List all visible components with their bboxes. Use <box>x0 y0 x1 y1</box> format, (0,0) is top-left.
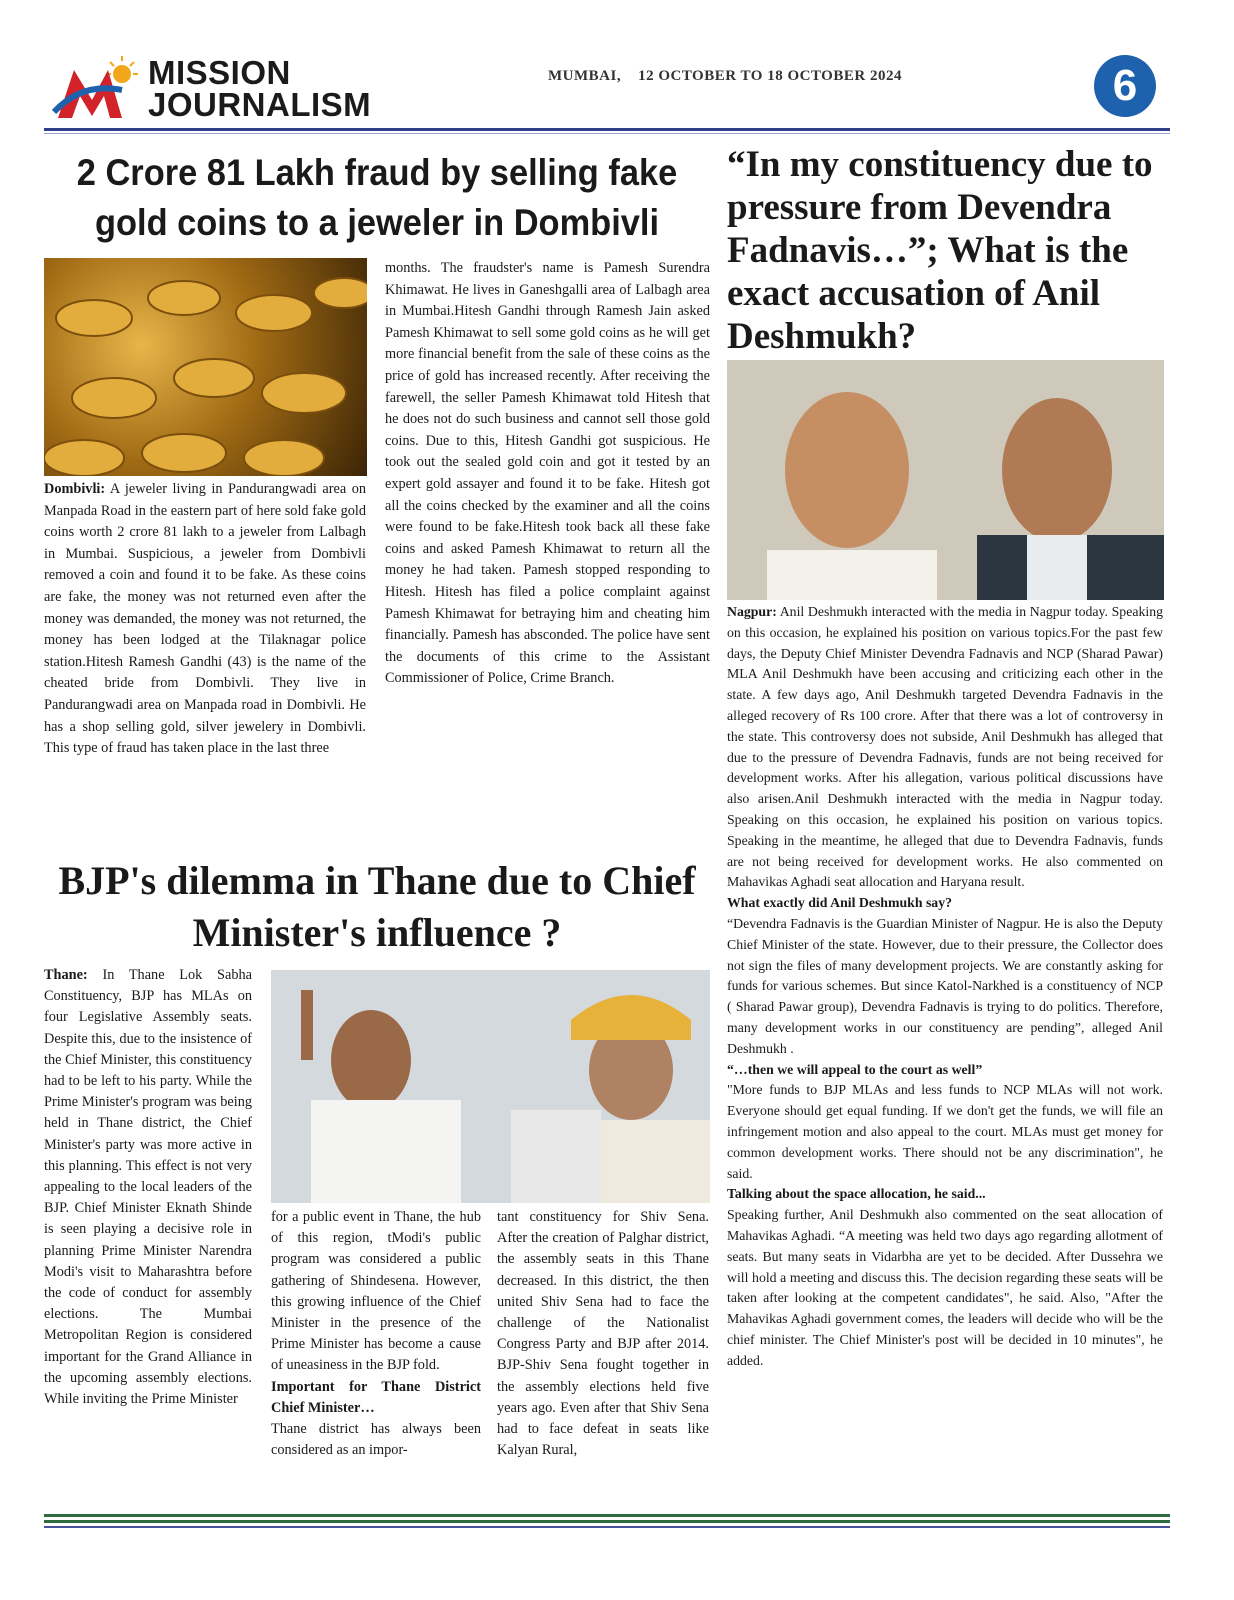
footer-divider-2 <box>44 1520 1170 1523</box>
gold-coins-photo-icon <box>44 258 367 476</box>
nagpur-subheading-3: Talking about the space allocation, he said... <box>727 1186 986 1202</box>
thane-story-column-2 <box>271 1207 481 1461</box>
gold-story-column-2 <box>385 258 710 690</box>
mission-journalism-logo-icon <box>52 52 147 124</box>
nagpur-subheading-2: “…then we will appeal to the court as well” <box>727 1061 983 1077</box>
deshmukh-headline: “In my constituency due to pressure from Devendra Fadnavis…”; What is the exact accusation of Anil Deshmukh? <box>727 144 1153 357</box>
gold-story-dateline: Dombivli: <box>44 481 106 497</box>
thane-story-text-2: for a public event in Thane, the hub of this region, tModi's public program was considered a public gathering of Shindesena. However, this growing influence of the Chief Minister in the presence of the Prime Minister has become a cause of uneasiness in the BJP fold. <box>271 1209 481 1374</box>
footer-divider-3 <box>44 1526 1170 1528</box>
gold-story-column-1 <box>44 479 366 760</box>
thane-story-column-1 <box>44 965 252 1410</box>
deshmukh-story-body <box>727 602 1163 1371</box>
nagpur-story-paragraph-2: “Devendra Fadnavis is the Guardian Minister of Nagpur. He is also the Deputy Chief Minister of the state. However, due to their pressure, the Collector does not sign the files of many development projects. We are constantly asking for funds for various schemes. But since Katol-Narkhed is a constituency of NCP ( Sharad Pawar group), Devendra Fadnavis is trying to do politics. Therefore, many development works in our constituency are pending”, alleged Anil Deshmukh . <box>727 915 1163 1056</box>
thane-story-dateline: Thane: <box>44 967 88 983</box>
masthead-divider-thin <box>44 133 1170 134</box>
nagpur-story-paragraph-4: Speaking further, Anil Deshmukh also commented on the seat allocation of Mahavikas Aghadi. “A meeting was held two days ago regarding allotment of seats. But many seats in Vidarbha are yet to be decided. After Dussehra we will hold a meeting and discuss this. The decision regarding these seats will be taken after looking at the competent candidates", he said. Also, "After the Mahavikas Aghadi government comes, the leaders will decide who will be the chief minister. The Chief Minister's post will be decided in 10 minutes", he added. <box>727 1207 1163 1368</box>
thane-subheading: Important for Thane District Chief Minister… <box>271 1378 481 1416</box>
nagpur-story-paragraph-3: "More funds to BJP MLAs and less funds to NCP MLAs will not work. Everyone should get equal funding. If we don't get the funds, we will file an infringement motion and also appeal to the court. MLAs must get money for common development works. There should not be any discrimination", he said. <box>727 1082 1163 1181</box>
thane-story-text-2b: Thane district has always been considered as an impor- <box>271 1421 481 1459</box>
fadnavis-deshmukh-photo-icon <box>727 360 1164 600</box>
page-number-badge: 6 <box>1094 55 1156 117</box>
nagpur-story-paragraph-1: Anil Deshmukh interacted with the media in Nagpur today. Speaking on this occasion, he explained his position on various topics.For the past few days, the Deputy Chief Minister Devendra Fadnavis and NCP (Sharad Pawar) MLA Anil Deshmukh have been accusing and criticizing each other in the state. A few days ago, Anil Deshmukh targeted Devendra Fadnavis in the alleged recovery of Rs 100 crore. After that there was a lot of controversy in the state. This controversy does not subside, Anil Deshmukh has alleged that due to the pressure of Devendra Fadnavis, funds are not being received for development works. After his allegation, various political discussions have also arisen.Anil Deshmukh interacted with the media in Nagpur today. Speaking on this occasion, he explained his position on various topics. Speaking in the meantime, he alleged that due to Devendra Fadnavis, funds are not being received for development works. He also commented on Mahavikas Aghadi seat allocation and Haryana result. <box>727 604 1163 890</box>
gold-story-text-1: A jeweler living in Pandurangwadi area on Manpada Road in the eastern part of here sold fake gold coins worth 2 crore 81 lakh to a jeweler from Lalbagh in Mumbai. Suspicious, a jeweler from Dombivli removed a coin and found it to be fake. As these coins are fake, the money was not returned even after the money was demanded, the money was not returned, the money has been lodged at the Tilaknagar police station.Hitesh Ramesh Gandhi (43) is the name of the cheated bride from Dombivli. They live in Pandurangwadi area on Manpada road in Dombivli. He has a shop selling gold, silver jewelery in Dombivli. This type of fraud has taken place in the last three <box>44 481 366 757</box>
gold-story-text-2: months. The fraudster's name is Pamesh Surendra Khimawat. He lives in Ganeshgalli area of Lalbagh area in Mumbai.Hitesh Gandhi through Ramesh Jain asked Pamesh Khimawat to sell some gold coins as he will get more financial benefit from the sale of these coins as the price of gold has increased recently. After receiving the farewell, the seller Pamesh Khimawat told Hitesh that he does not do such business and cannot sell those gold coins. Due to this, Hitesh Gandhi got suspicious. He took out the sealed gold coin and got it tested by an expert gold assayer and found it to be fake. Hitesh got all the coins checked by the examiner and all the coins were found to be fake.Hitesh took back all these fake coins and asked Pamesh Khimawat to return all the money he had taken. Pamesh stopped responding to Hitesh. Hitesh has filed a police complaint against Pamesh Khimawat for betraying him and cheating him financially. Pamesh has absconded. The police have sent the documents of this crime to the Assistant Commissioner of Police, Crime Branch. <box>385 260 710 687</box>
masthead-divider <box>44 128 1170 131</box>
logo-wordmark-line2: JOURNALISM <box>148 86 372 123</box>
thane-story-text-1: In Thane Lok Sabha Constituency, BJP has MLAs on four Legislative Assembly seats. Despite this, due to the insistence of the Chief Minister, this constituency had to be left to his party. While the Prime Minister's program was being held in Thane district, the Chief Minister's party was more active in this planning. This effect is not very appealing to the local leaders of the BJP. Chief Minister Eknath Shinde is seen playing a decisive role in planning Prime Minister Narendra Modi's visit to Maharashtra before the code of conduct for assembly elections. The Mumbai Metropolitan Region is considered important for the Grand Alliance in the upcoming assembly elections. While inviting the Prime Minister <box>44 967 252 1408</box>
thane-story-text-3: tant constituency for Shiv Sena. After the creation of Palghar district, the assembly seats in this Thane decreased. In this district, the then united Shiv Sena had to face the challenge of the Nationalist Congress Party and BJP after 2014. BJP-Shiv Sena fought together in the assembly elections held five years ago. Even after that Shiv Sena had to face defeat in seats like Kalyan Rural, <box>497 1209 709 1459</box>
thane-story-column-3 <box>497 1207 709 1461</box>
gold-fraud-headline: 2 Crore 81 Lakh fraud by selling fake gold coins to a jeweler in Dombivli <box>76 152 678 243</box>
logo-wordmark-line1: MISSION <box>148 54 291 91</box>
issue-dateline: MUMBAI, 12 OCTOBER TO 18 OCTOBER 2024 <box>548 68 902 84</box>
nagpur-story-dateline: Nagpur: <box>727 604 777 619</box>
shinde-modi-photo-icon <box>271 970 710 1203</box>
footer-divider-1 <box>44 1514 1170 1517</box>
thane-headline: BJP's dilemma in Thane due to Chief Minister's influence ? <box>58 858 696 955</box>
nagpur-subheading-1: What exactly did Anil Deshmukh say? <box>727 895 953 911</box>
